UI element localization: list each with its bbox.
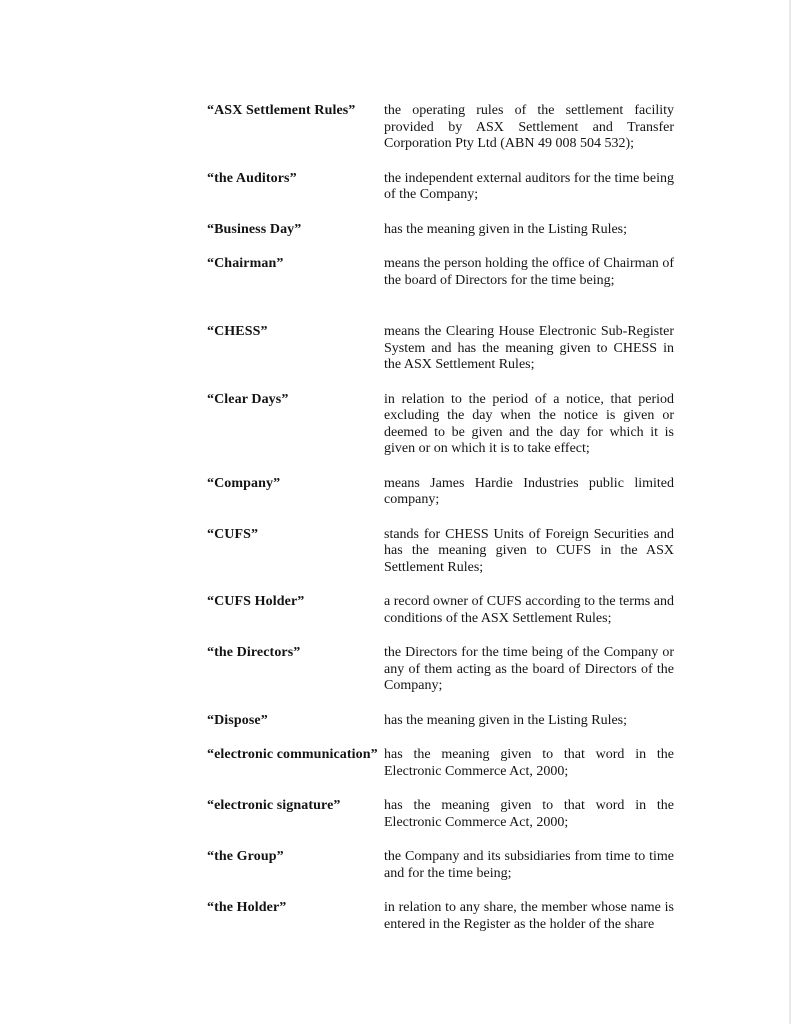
definition-row <box>207 392 674 458</box>
defined-term: “Chairman” <box>207 256 284 271</box>
definition-row <box>207 747 674 780</box>
defined-term: “the Holder” <box>207 900 287 915</box>
definition-text: has the meaning given to that word in the Electronic Commerce Act, 2000; <box>384 747 674 779</box>
definition-row <box>207 645 674 695</box>
defined-term: “electronic signature” <box>207 798 341 813</box>
definition-row <box>207 849 674 882</box>
definition-text: stands for CHESS Units of Foreign Securities and has the meaning given to CUFS in the ASX Settlement Rules; <box>384 526 674 575</box>
definition-row <box>207 256 674 289</box>
defined-term: “Dispose” <box>207 712 268 728</box>
definition-row <box>207 324 674 374</box>
definition-row <box>207 900 674 933</box>
definition-row <box>207 527 674 577</box>
definition-text: a record owner of CUFS according to the terms and conditions of the ASX Settlement Rules; <box>384 594 674 626</box>
definition-text: means the person holding the office of Chairman of the board of Directors for the time being; <box>384 256 674 288</box>
definition-text: means James Hardie Industries public limited company; <box>384 475 674 507</box>
definition-row <box>207 171 674 204</box>
defined-term: “ASX Settlement Rules” <box>207 103 356 118</box>
definition-text: in relation to any share, the member whose name is entered in the Register as the holder of the share <box>384 900 674 932</box>
defined-term: “the Group” <box>207 849 284 864</box>
definition-text: the Directors for the time being of the Company or any of them acting as the board of Directors of the Company; <box>384 645 674 693</box>
defined-term: “CUFS Holder” <box>207 594 305 609</box>
definition-text: the independent external auditors for the time being of the Company; <box>384 170 674 202</box>
defined-term: “the Directors” <box>207 645 301 660</box>
defined-term: “CHESS” <box>207 324 268 339</box>
definition-text: means the Clearing House Electronic Sub-Register System and has the meaning given to CHESS in the ASX Settlement Rules; <box>384 324 674 372</box>
definition-row <box>207 103 674 153</box>
definition-row <box>207 476 674 509</box>
defined-term: “Clear Days” <box>207 391 289 407</box>
definition-text: has the meaning given in the Listing Rules; <box>384 712 628 728</box>
definition-row <box>207 798 674 831</box>
defined-term: “CUFS” <box>207 526 259 542</box>
definition-text: has the meaning given to that word in the Electronic Commerce Act, 2000; <box>384 798 674 830</box>
definition-text: in relation to the period of a notice, that period excluding the day when the notice is given or deemed to be given and the day for which it is given or on which it is to take effect; <box>384 391 674 456</box>
definition-row <box>207 222 674 239</box>
defined-term: “the Auditors” <box>207 170 297 186</box>
defined-term: “Business Day” <box>207 221 302 237</box>
defined-term: “electronic communication” <box>207 747 378 762</box>
definition-text: the Company and its subsidiaries from time to time and for the time being; <box>384 849 674 881</box>
defined-term: “Company” <box>207 475 281 491</box>
definition-text: the operating rules of the settlement facility provided by ASX Settlement and Transfer Corporation Pty Ltd (ABN 49 008 504 532); <box>384 103 674 151</box>
definitions-list <box>207 103 674 951</box>
definition-row <box>207 594 674 627</box>
definition-row <box>207 713 674 730</box>
definition-text: has the meaning given in the Listing Rules; <box>384 221 628 237</box>
